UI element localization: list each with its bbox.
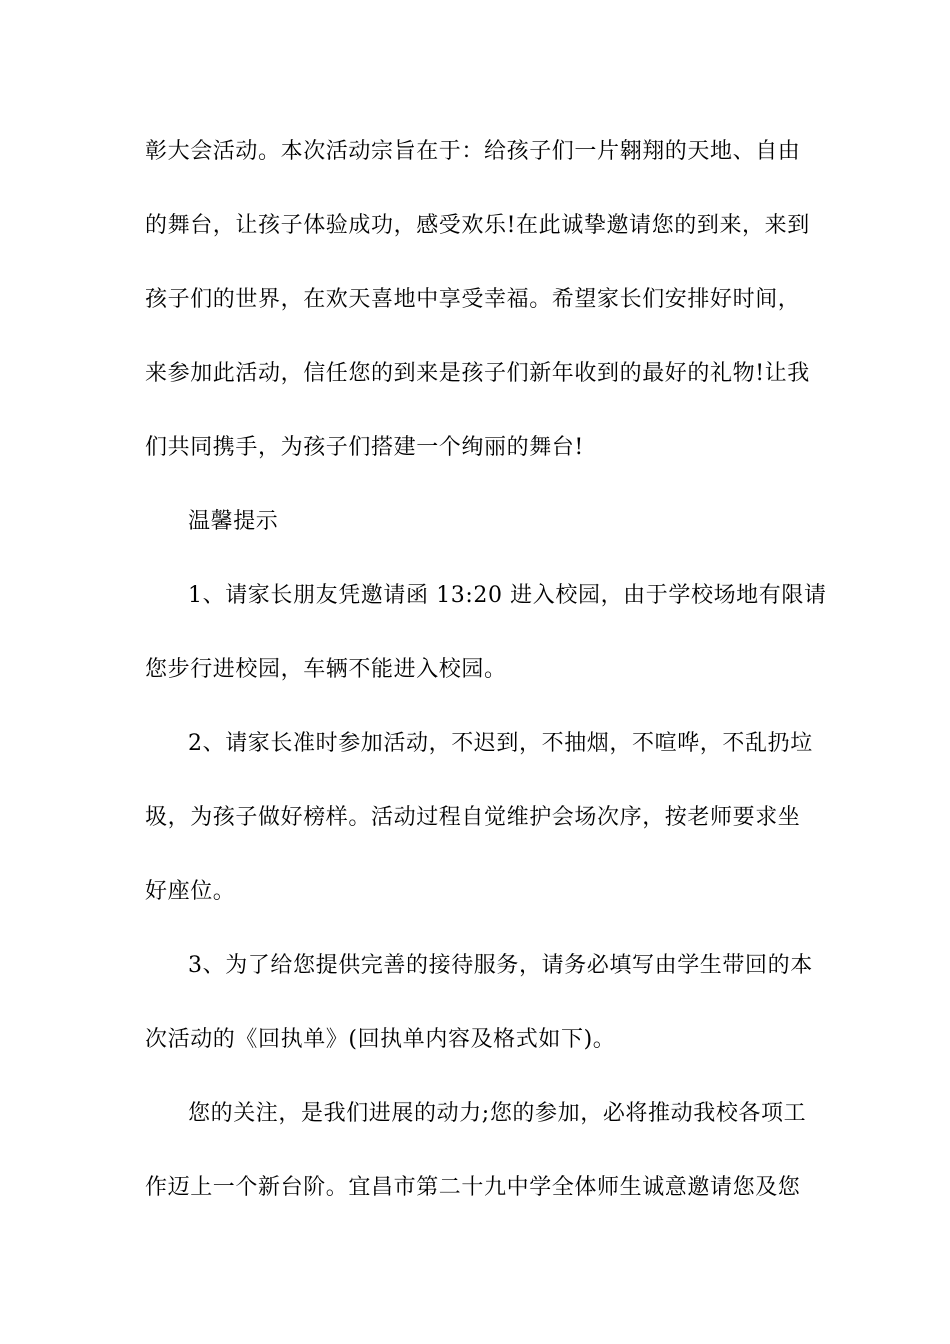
tip-2-text: 2、请家长准时参加活动，不迟到，不抽烟，不喧哗，不乱扔垃: [188, 731, 813, 756]
body-text-line: 彰大会活动。本次活动宗旨在于：给孩子们一片翱翔的天地、自由: [145, 139, 801, 164]
tip-3-text: 3、为了给您提供完善的接待服务，请务必填写由学生带回的本: [188, 953, 813, 978]
closing-paragraph-cont: 作迈上一个新台阶。宜昌市第二十九中学全体师生诚意邀请您及您: [145, 1175, 801, 1200]
body-text-line: 来参加此活动，信任您的到来是孩子们新年收到的最好的礼物!让我: [145, 361, 810, 386]
body-text-line: 孩子们的世界，在欢天喜地中享受幸福。希望家长们安排好时间，: [145, 287, 801, 312]
closing-paragraph: 您的关注，是我们进展的动力;您的参加，必将推动我校各项工: [188, 1101, 807, 1126]
body-text-line: 的舞台，让孩子体验成功，感受欢乐!在此诚挚邀请您的到来，来到: [145, 213, 810, 238]
tip-1-text: 1、请家长朋友凭邀请函 13:20 进入校园，由于学校场地有限请: [188, 583, 827, 608]
section-heading: 温馨提示: [188, 509, 279, 534]
tip-2-text-cont: 好座位。: [145, 879, 236, 904]
tip-3-text-cont: 次活动的《回执单》(回执单内容及格式如下)。: [145, 1027, 616, 1052]
body-text-line: 们共同携手，为孩子们搭建一个绚丽的舞台!: [145, 435, 584, 460]
tip-1-text-cont: 您步行进校园，车辆不能进入校园。: [145, 657, 507, 682]
tip-2-text-cont: 圾，为孩子做好榜样。活动过程自觉维护会场次序，按老师要求坐: [145, 805, 801, 830]
